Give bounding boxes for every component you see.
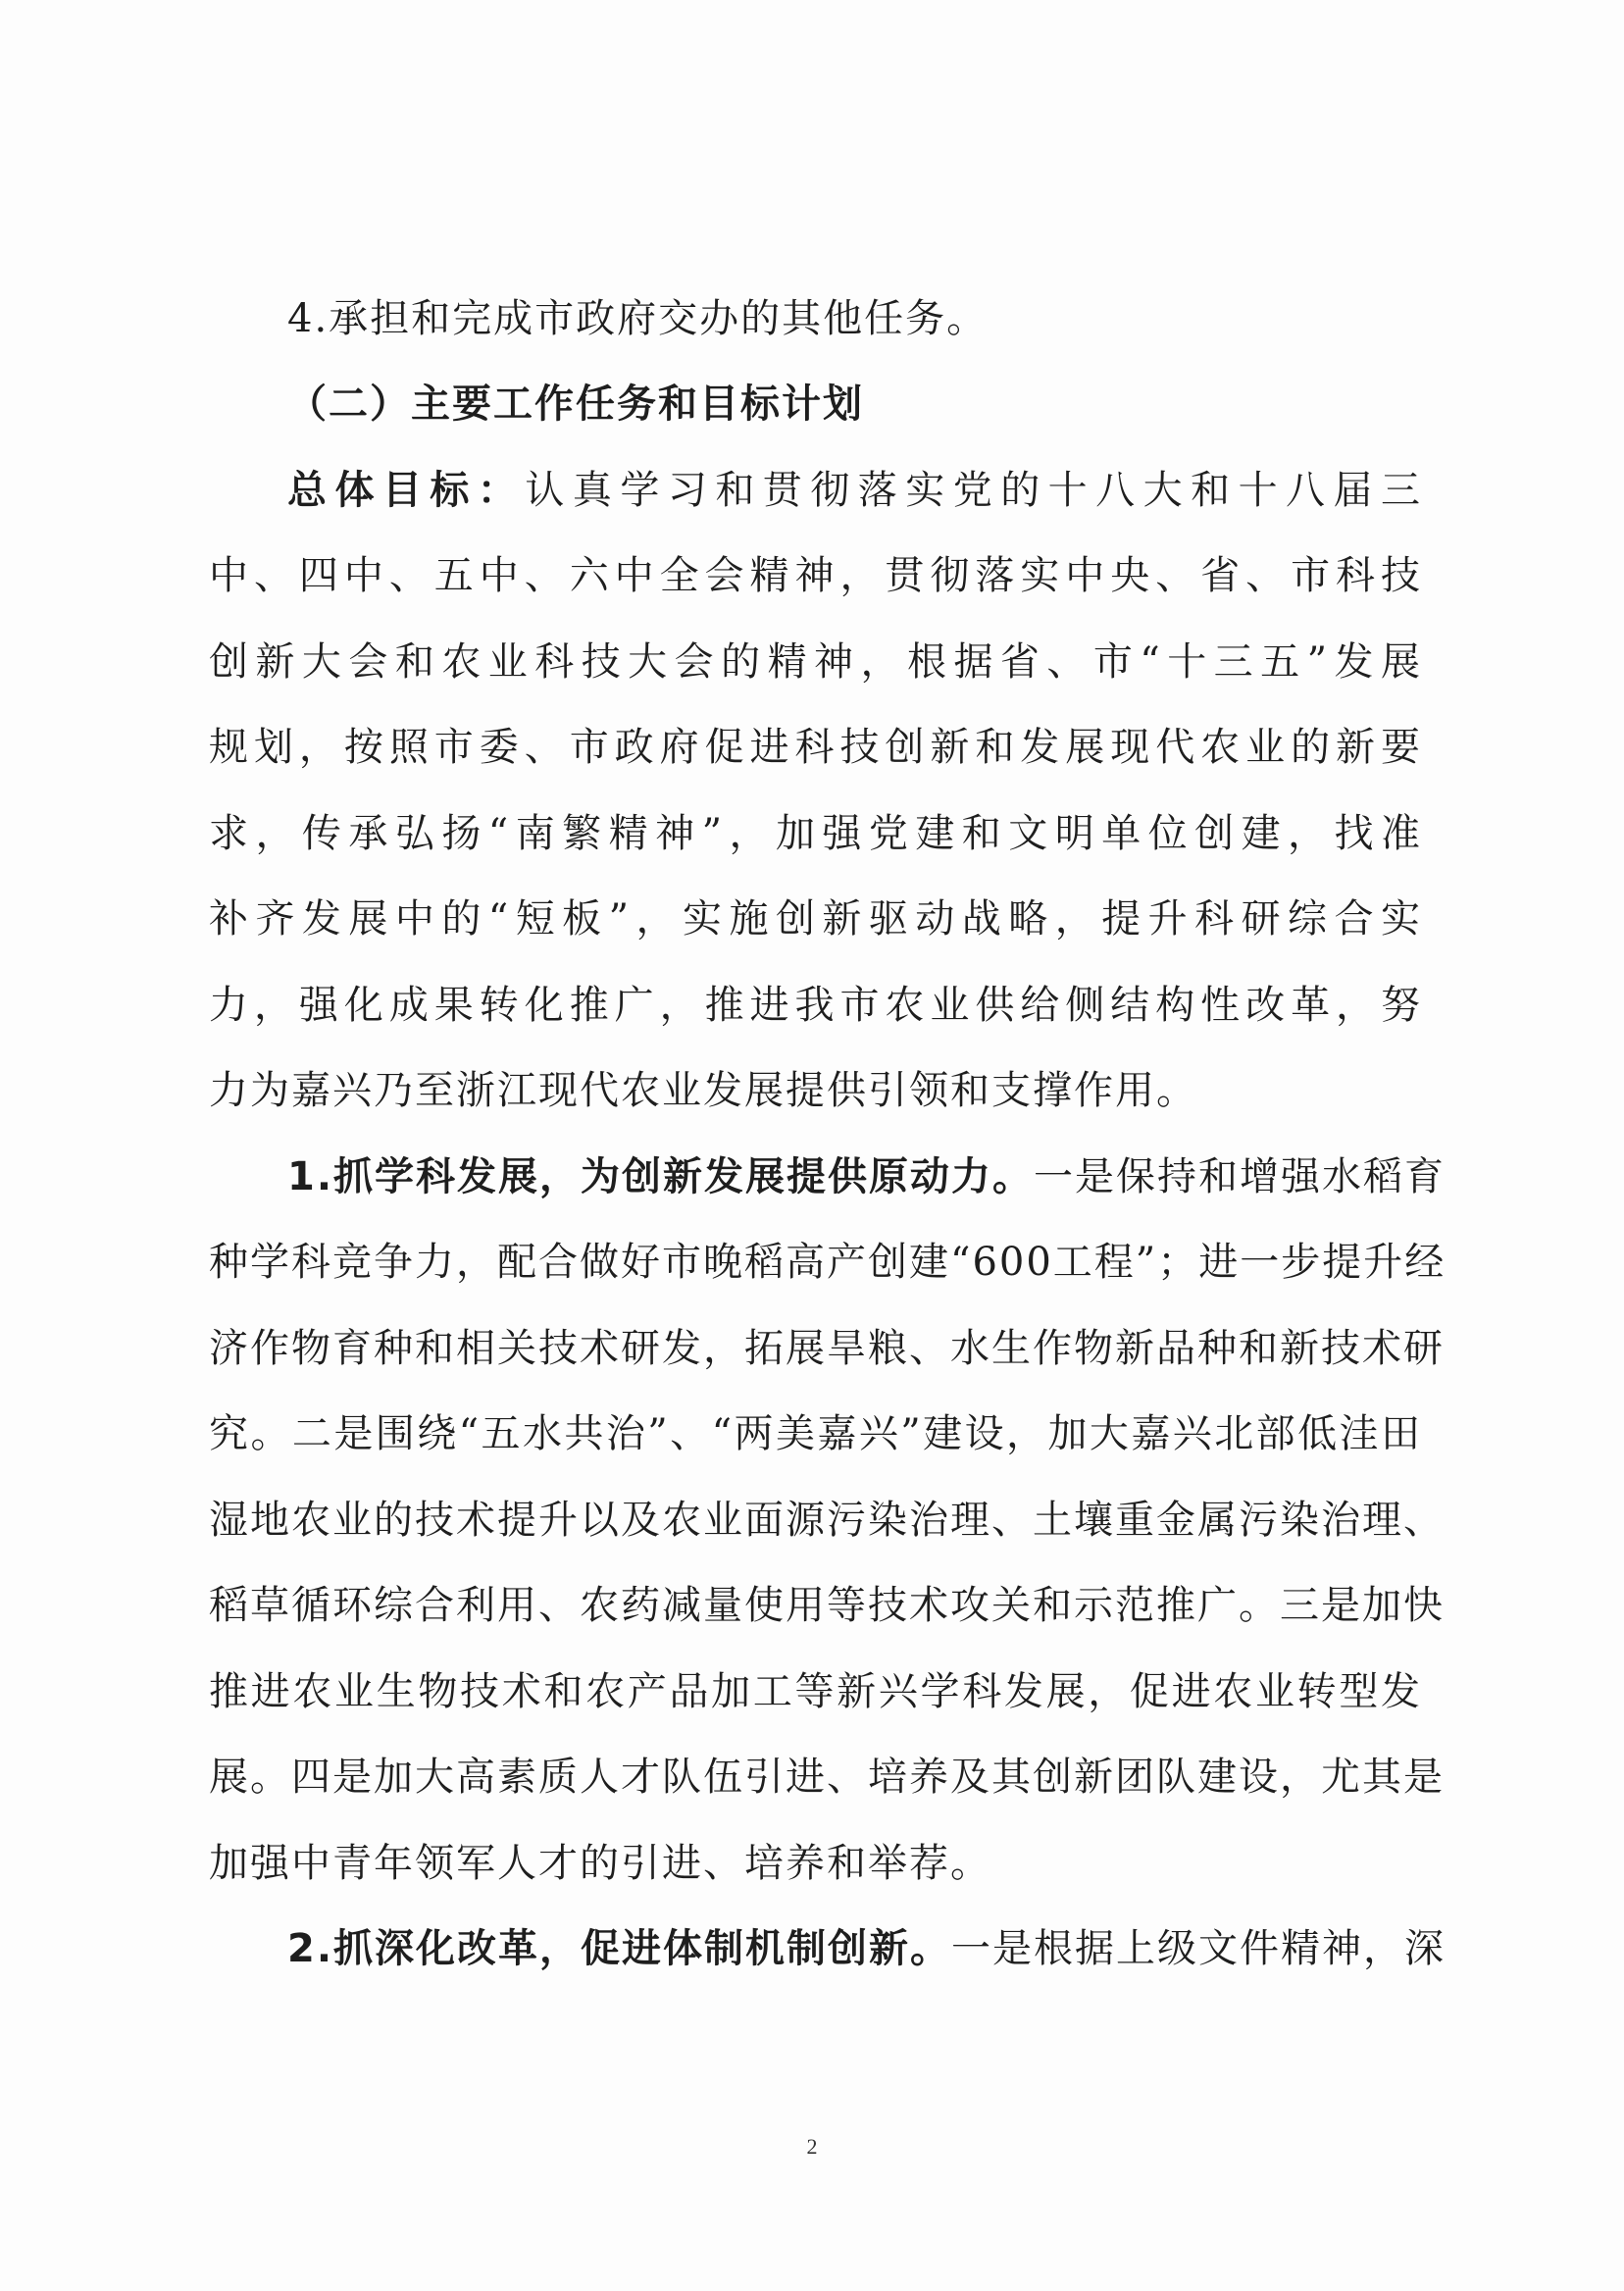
text-line: 4.承担和完成市政府交办的其他任务。 — [287, 296, 989, 341]
text-line: 力为嘉兴乃至浙江现代农业发展提供引领和支撑作用。 — [209, 1068, 1197, 1113]
text-line: 加强中青年领军人才的引进、培养和举荐。 — [209, 1841, 991, 1886]
text-line: 稻草循环综合利用、农药减量使用等技术攻关和示范推广。三是加快 — [209, 1583, 1445, 1628]
text-line: 种学科竞争力，配合做好市晚稻高产创建“600工程”；进一步提升经 — [209, 1240, 1446, 1285]
text-line: 总体目标：认真学习和贯彻落实党的十八大和十八届三 — [287, 468, 1423, 513]
text-line: 求，传承弘扬“南繁精神”，加强党建和文明单位创建，找准 — [209, 811, 1422, 856]
text-line: 中、四中、五中、六中全会精神，贯彻落实中央、省、市科技 — [209, 553, 1422, 598]
text-line: 规划，按照市委、市政府促进科技创新和发展现代农业的新要 — [209, 725, 1422, 770]
text-line: 创新大会和农业科技大会的精神，根据省、市“十三五”发展 — [209, 639, 1422, 685]
text-line: 力，强化成果转化推广，推进我市农业供给侧结构性改革，努 — [209, 983, 1422, 1028]
text-line: 1.抓学科发展，为创新发展提供原动力。一是保持和增强水稻育 — [287, 1154, 1446, 1199]
lead-label: 1.抓学科发展，为创新发展提供原动力。 — [287, 1154, 1035, 1199]
text-line: 究。二是围绕“五水共治”、“两美嘉兴”建设，加大嘉兴北部低洼田 — [209, 1411, 1422, 1456]
section-heading: （二）主要工作任务和目标计划 — [287, 382, 864, 427]
text-line: 展。四是加大高素质人才队伍引进、培养及其创新团队建设，尤其是 — [209, 1755, 1445, 1800]
text-line: 湿地农业的技术提升以及农业面源污染治理、土壤重金属污染治理、 — [209, 1498, 1445, 1543]
lead-label: 2.抓深化改革，促进体制机制创新。 — [287, 1926, 952, 1971]
text-line: 2.抓深化改革，促进体制机制创新。一是根据上级文件精神，深 — [287, 1926, 1446, 1971]
text-line: 补齐发展中的“短板”，实施创新驱动战略，提升科研综合实 — [209, 896, 1422, 942]
text-line: 推进农业生物技术和农产品加工等新兴学科发展，促进农业转型发 — [209, 1669, 1422, 1714]
lead-label: 总体目标： — [287, 468, 526, 513]
page-number: 2 — [806, 2134, 818, 2159]
text-line: 济作物育种和相关技术研发，拓展旱粮、水生作物新品种和新技术研 — [209, 1326, 1445, 1371]
